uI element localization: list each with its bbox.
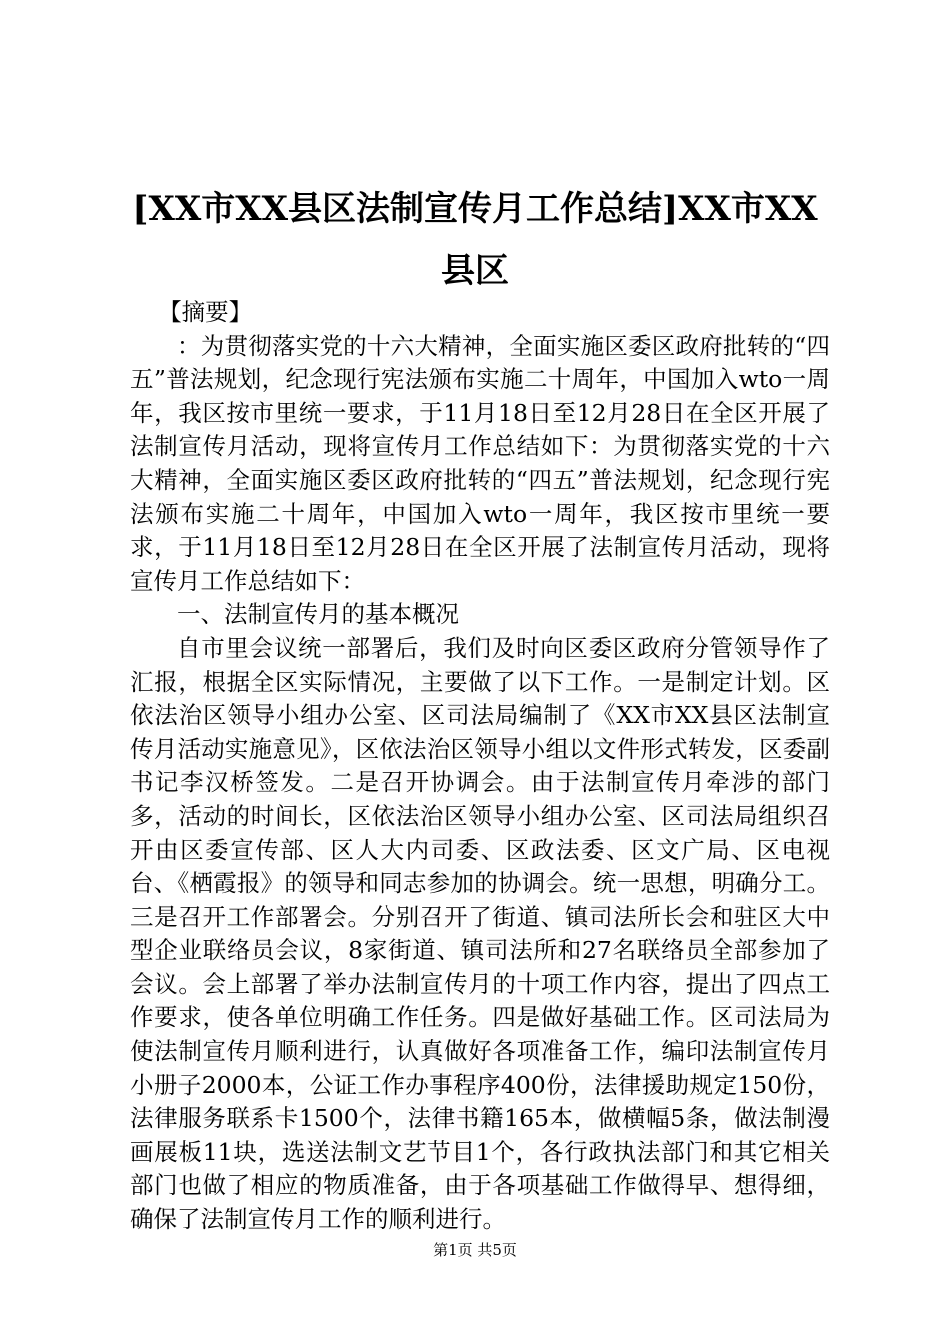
body-paragraph: 自市里会议统一部署后，我们及时向区委区政府分管领导作了汇报，根据全区实际情况，主要做了以下工作。一是制定计划。区依法治区领导小组办公室、区司法局编制了《XX市XX县区法制宣传月活动实施意见》，区依法治区领导小组以文件形式转发，区委副书记李汉桥签发。二是召开协调会。由于法制宣传月牵涉的部门多，活动的时间长，区依法治区领导小组办公室、区司法局组织召开由区委宣传部、区人大内司委、区政法委、区文广局、区电视台、《栖霞报》的领导和同志参加的协调会。统一思想，明确分工。三是召开工作部署会。分别召开了街道、镇司法所长会和驻区大中型企业联络员会议，8家街道、镇司法所和27名联络员全部参加了会议。会上部署了举办法制宣传月的十项工作内容，提出了四点工作要求，使各单位明确工作任务。四是做好基础工作。区司法局为使法制宣传月顺利进行，认真做好各项准备工作，编印法制宣传月小册子2000本，公证工作办事程序400份，法律援助规定150份，法律服务联系卡1500个，法律书籍165本，做横幅5条，做法制漫画展板11块，选送法制文艺节目1个，各行政执法部门和其它相关部门也做了相应的物质准备，由于各项基础工作做得早、想得细，确保了法制宣传月工作的顺利进行。 xyxy=(130,633,830,1234)
abstract-paragraph: ：为贯彻落实党的十六大精神，全面实施区委区政府批转的“四五”普法规划，纪念现行宪法颁布实施二十周年，中国加入wto一周年，我区按市里统一要求，于11月18日至12月28日在全区开展了法制宣传月活动，现将宣传月工作总结如下：为贯彻落实党的十六大精神，全面实施区委区政府批转的“四五”普法规划，纪念现行宪法颁布实施二十周年，中国加入wto一周年，我区按市里统一要求，于11月18日至12月28日在全区开展了法制宣传月活动，现将宣传月工作总结如下： xyxy=(130,331,830,595)
document-title: [XX市XX县区法制宣传月工作总结]XX市XX县区 xyxy=(132,189,818,291)
page-footer: 第1页 共5页 xyxy=(433,1241,517,1259)
section-heading: 一、法制宣传月的基本概况 xyxy=(177,600,459,629)
document-body xyxy=(130,296,830,1237)
abstract-label: 【摘要】 xyxy=(158,298,253,326)
